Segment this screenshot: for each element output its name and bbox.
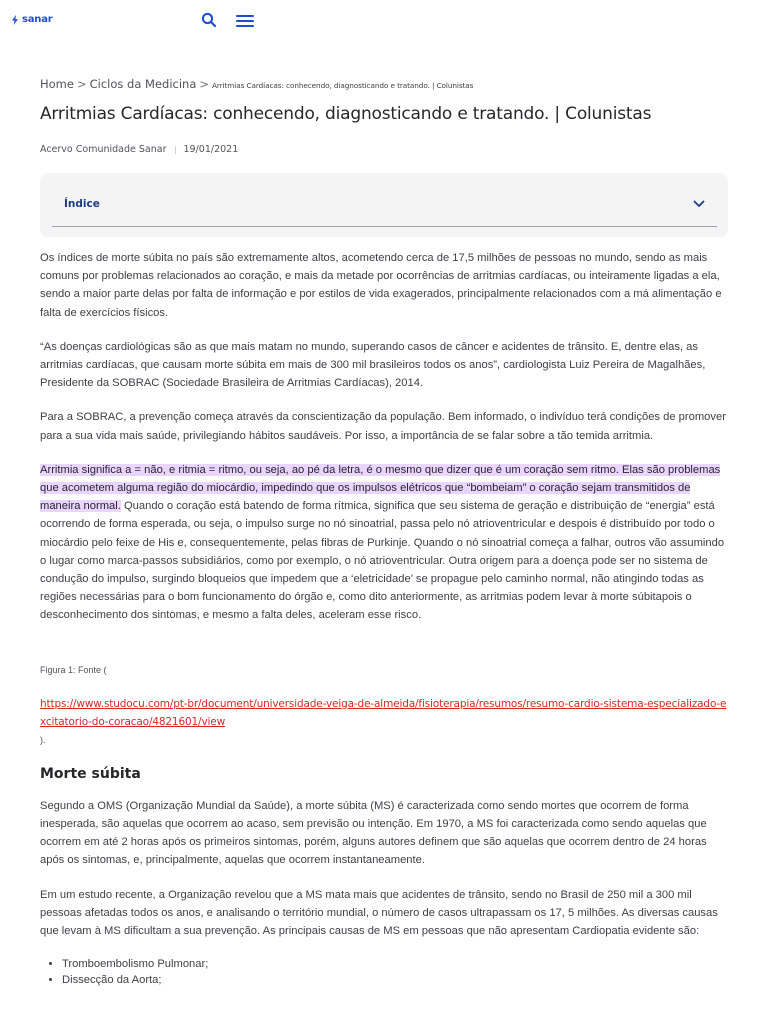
breadcrumb-separator: > (199, 77, 210, 91)
paragraph-text: Quando o coração está batendo de forma rítmica, significa que seu sistema de geração e distribuição de “energia” está ocorrendo de forma esperada, ou seja, o impulso surge no nó sinoatrial, passa pelo nó atrioventricular e despois é distribuído por todo o miocárdio pelo feixe de His e, consequentemente, pelas fibras de Purkinje. Quando o nó sinoatrial começa a falhar, outros vão assumindo o lugar como marca-passos subsidiários, como por exemplo, o nó atrioventricular. Outra origem para a doença pode ser no sistema de condução do impulso, surgindo bloqueios que impedem que a ‘eletricidade’ se propague pelo caminho normal, não atingindo todas as regiões necessárias para o bom funcionamento do órgão e, como dito anteriormente, as arritmias podem levar à morte súbitapois o desconhecimento dos sintomas, e mesmo a falta deles, aceleram esse risco. (40, 500, 725, 622)
paragraph: Os índices de morte súbita no país são extremamente altos, acometendo cerca de 17,5 milhões de pessoas no mundo, sendo as mais comuns por problemas relacionados ao coração, e mais da metade por ocorrências de arritmias cardíacas, ou inteiramente ligadas a ela, sendo a maior parte delas por falta de informação e por estilos de vida exagerados, principalmente relacionados com a má alimentação e falta de exercícios físicos. (40, 252, 722, 319)
paragraph (40, 461, 730, 625)
hamburger-menu-icon (236, 14, 254, 28)
paragraph: Em um estudo recente, a Organização revelou que a MS mata mais que acidentes de trânsito, sendo no Brasil de 250 mil a 300 mil pessoas afetadas todos os anos, e analisando o território mundial, o número de casos ultrapassam os 17, 5 milhões. As diversas causas que levam à MS dificultam a sua prevenção. As principais causas de MS em pessoas que não apresentam Cardiopatia evidente são: (40, 888, 718, 938)
article-meta (40, 144, 238, 155)
causes-list (40, 956, 730, 988)
list-item: • Tromboembolismo Pulmonar; (62, 956, 730, 972)
highlighted-text: Arritmia significa a = não, e ritmia = ritmo, ou seja, ao pé da letra, é o mesmo que dizer que é um coração sem ritmo. Elas são problemas que acometem alguma região do miocárdio, impedindo que os impulsos elétricos que “bombeiam” o coração sejam transmitidos de maneira normal. (40, 463, 721, 513)
meta-divider (175, 146, 176, 154)
breadcrumb-home[interactable]: Home (40, 77, 74, 91)
logo-text: sanar (22, 14, 53, 25)
paragraph: Para a SOBRAC, a prevenção começa através da conscientização da população. Bem informado, o indivíduo terá condições de promover para a sua vida mais saúde, privilegiando hábitos saudáveis. Por isso, a importância de se falar sobre a tão temida arritmia. (40, 411, 726, 442)
top-navbar (0, 0, 768, 40)
toc-divider (52, 226, 717, 227)
paragraph: Segundo a OMS (Organização Mundial da Saúde), a morte súbita (MS) é caracterizada como sendo mortes que ocorrem de forma inesperada, são aquelas que ocorrem ao acaso, sem previsão ou intenção. Em 1970, a MS foi caracterizada como sendo aquelas que ocorrem em até 2 horas após os primeiros sintomas, porém, alguns autores definem que são aquelas que ocorrem dentro de 24 horas após os sintomas, e, principalmente, aquelas que ocorrem instantaneamente. (40, 799, 707, 867)
publish-date: 19/01/2021 (183, 144, 239, 155)
breadcrumb-section[interactable]: Ciclos da Medicina (89, 77, 197, 91)
breadcrumb-current: Arritmias Cardíacas: conhecendo, diagnosticando e tratando. | Colunistas (212, 81, 474, 90)
figure-spacer (40, 641, 730, 661)
quote-paragraph: “As doenças cardiológicas são as que mais matam no mundo, superando casos de câncer e acidentes de trânsito. E, dentre elas, as arritmias cardíacas, que causam morte súbita em mais de 300 mil brasileiros todos os anos”, cardiologista Luiz Pereira de Magalhães, Presidente da SOBRAC (Sociedade Brasileira de Arritmias Cardíacas), 2014. (40, 340, 706, 390)
bolt-icon (11, 15, 19, 25)
menu-button[interactable] (236, 14, 254, 28)
author-name[interactable]: Acervo Comunidade Sanar (40, 144, 167, 155)
toc-label: Índice (64, 198, 100, 210)
section-heading: Morte súbita (40, 765, 141, 782)
breadcrumb-separator: > (76, 77, 87, 91)
figure-caption: Figura 1: Fonte ( (40, 664, 107, 675)
chevron-down-icon[interactable] (693, 200, 705, 208)
sanar-logo[interactable] (11, 14, 53, 25)
search-icon (201, 12, 217, 28)
list-item: • Dissecção da Aorta; (62, 972, 730, 988)
figure-caption-end: ). (40, 734, 46, 745)
page-title: Arritmias Cardíacas: conhecendo, diagnosticando e tratando. | Colunistas (40, 104, 652, 124)
search-button[interactable] (201, 12, 217, 28)
breadcrumb (40, 77, 473, 91)
table-of-contents[interactable] (40, 173, 728, 237)
article-body (40, 249, 730, 988)
figure-source-link[interactable]: https://www.studocu.com/pt-br/document/universidade-veiga-de-almeida/fisioterapia/resumos/resumo-cardio-sistema-especializado-excitatorio-do-coracao/4821601/view (40, 697, 727, 728)
